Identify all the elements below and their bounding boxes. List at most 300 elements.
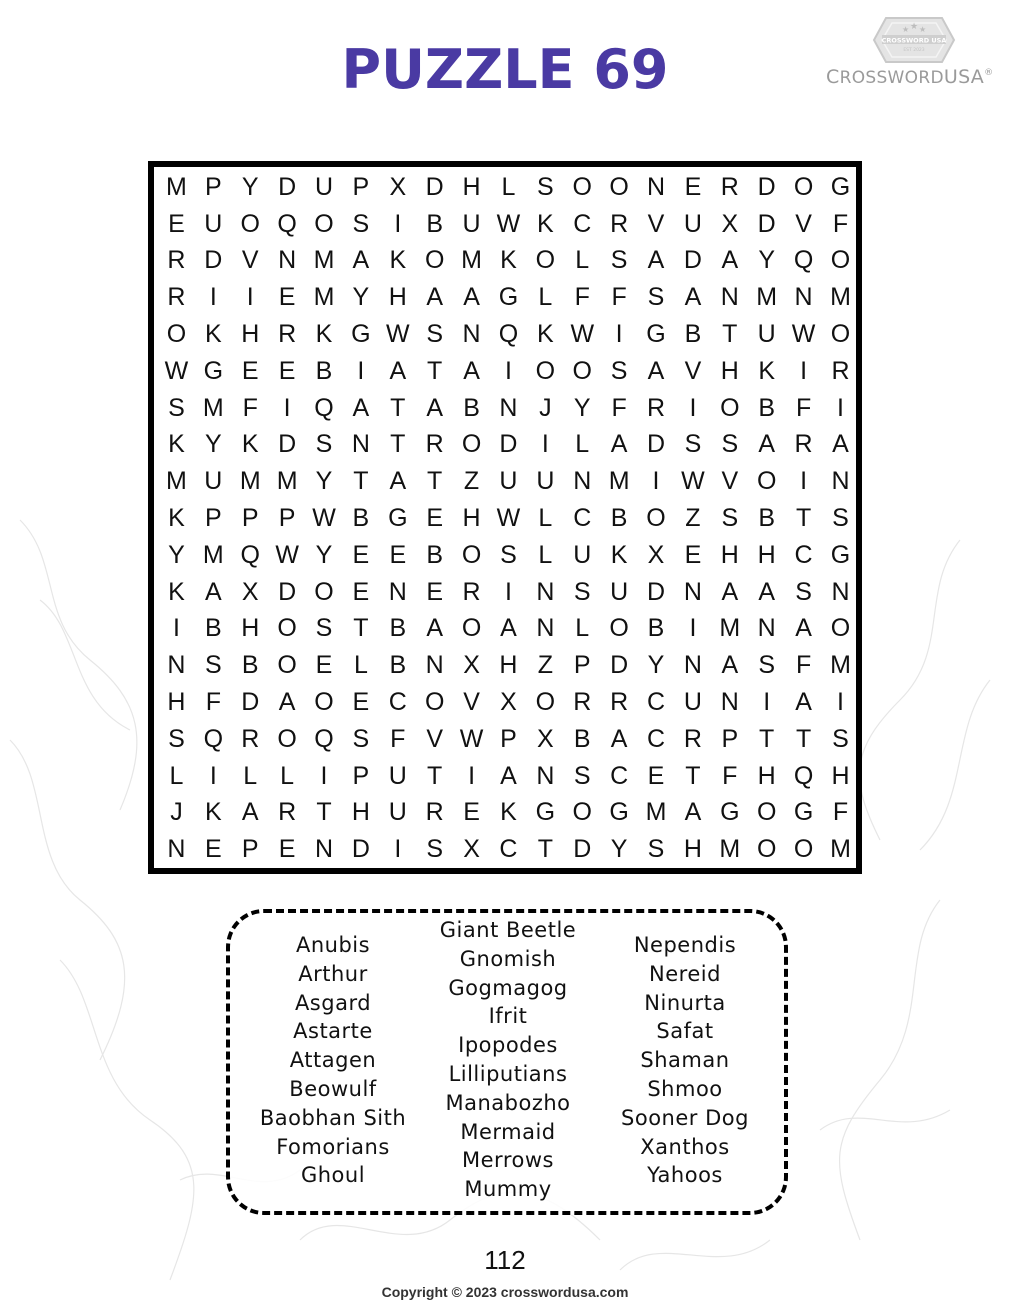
grid-cell[interactable]: M: [166, 172, 187, 201]
grid-cell[interactable]: L: [243, 761, 258, 790]
grid-cell[interactable]: M: [719, 614, 741, 643]
grid-cell[interactable]: F: [574, 283, 590, 312]
grid-cell[interactable]: G: [203, 356, 224, 385]
grid-cell[interactable]: D: [499, 430, 518, 459]
grid-cell[interactable]: K: [537, 320, 554, 349]
grid-cell[interactable]: E: [426, 504, 444, 533]
grid-cell[interactable]: G: [720, 798, 740, 827]
grid-cell[interactable]: I: [541, 430, 549, 459]
grid-cell[interactable]: J: [539, 393, 552, 422]
grid-cell[interactable]: K: [168, 430, 185, 459]
grid-cell[interactable]: S: [352, 209, 370, 238]
grid-cell[interactable]: T: [390, 430, 406, 459]
grid-cell[interactable]: S: [758, 651, 776, 680]
grid-cell[interactable]: W: [385, 320, 410, 349]
grid-cell[interactable]: J: [170, 798, 183, 827]
grid-cell[interactable]: D: [646, 577, 666, 606]
grid-cell[interactable]: P: [241, 835, 259, 864]
grid-cell[interactable]: S: [721, 430, 739, 459]
grid-cell[interactable]: R: [573, 688, 592, 717]
grid-cell[interactable]: H: [351, 798, 370, 827]
grid-cell[interactable]: K: [610, 540, 628, 569]
grid-cell[interactable]: N: [831, 467, 850, 496]
grid-cell[interactable]: C: [388, 688, 407, 717]
grid-cell[interactable]: S: [168, 724, 185, 753]
grid-cell[interactable]: N: [794, 283, 813, 312]
grid-cell[interactable]: O: [756, 835, 777, 864]
grid-cell[interactable]: I: [504, 577, 512, 606]
grid-cell[interactable]: A: [647, 356, 665, 385]
grid-cell[interactable]: D: [757, 172, 776, 201]
grid-cell[interactable]: X: [389, 172, 407, 201]
grid-cell[interactable]: L: [280, 761, 295, 790]
grid-cell[interactable]: N: [462, 320, 481, 349]
grid-cell[interactable]: W: [496, 209, 521, 238]
grid-cell[interactable]: F: [832, 209, 849, 238]
grid-cell[interactable]: O: [830, 614, 851, 643]
grid-cell[interactable]: M: [830, 651, 851, 680]
grid-cell[interactable]: S: [352, 724, 370, 753]
grid-cell[interactable]: N: [499, 393, 518, 422]
grid-cell[interactable]: A: [684, 283, 702, 312]
grid-cell[interactable]: H: [241, 320, 260, 349]
grid-cell[interactable]: U: [204, 209, 223, 238]
grid-cell[interactable]: I: [209, 761, 217, 790]
grid-cell[interactable]: S: [426, 835, 444, 864]
grid-cell[interactable]: X: [537, 724, 554, 753]
grid-cell[interactable]: B: [610, 504, 628, 533]
grid-cell[interactable]: E: [463, 798, 480, 827]
grid-cell[interactable]: H: [720, 356, 739, 385]
grid-cell[interactable]: Y: [573, 393, 591, 422]
grid-cell[interactable]: S: [647, 283, 665, 312]
grid-cell[interactable]: C: [794, 540, 813, 569]
grid-cell[interactable]: P: [278, 504, 296, 533]
grid-cell[interactable]: D: [351, 835, 370, 864]
grid-cell[interactable]: G: [388, 504, 408, 533]
grid-cell[interactable]: Z: [463, 467, 480, 496]
grid-cell[interactable]: E: [352, 688, 370, 717]
grid-cell[interactable]: N: [536, 614, 555, 643]
grid-cell[interactable]: O: [646, 504, 666, 533]
grid-cell[interactable]: H: [831, 761, 850, 790]
grid-cell[interactable]: O: [277, 651, 297, 680]
grid-cell[interactable]: G: [498, 283, 519, 312]
grid-cell[interactable]: A: [832, 430, 849, 459]
grid-cell[interactable]: G: [646, 320, 666, 349]
grid-cell[interactable]: O: [535, 356, 556, 385]
grid-cell[interactable]: I: [468, 761, 476, 790]
grid-cell[interactable]: K: [500, 246, 517, 275]
grid-cell[interactable]: G: [351, 320, 371, 349]
grid-cell[interactable]: I: [689, 614, 697, 643]
grid-cell[interactable]: E: [352, 577, 370, 606]
grid-cell[interactable]: M: [645, 798, 667, 827]
grid-cell[interactable]: O: [461, 430, 482, 459]
grid-cell[interactable]: K: [500, 798, 517, 827]
grid-cell[interactable]: O: [830, 320, 851, 349]
grid-cell[interactable]: H: [757, 540, 776, 569]
grid-cell[interactable]: B: [426, 540, 444, 569]
grid-cell[interactable]: D: [241, 688, 260, 717]
grid-cell[interactable]: O: [572, 356, 592, 385]
grid-cell[interactable]: N: [536, 761, 555, 790]
grid-cell[interactable]: U: [683, 209, 702, 238]
grid-cell[interactable]: V: [684, 356, 702, 385]
grid-cell[interactable]: M: [719, 835, 741, 864]
grid-cell[interactable]: S: [204, 651, 222, 680]
grid-cell[interactable]: Q: [277, 209, 297, 238]
grid-cell[interactable]: O: [535, 688, 556, 717]
grid-cell[interactable]: O: [756, 798, 777, 827]
grid-cell[interactable]: E: [647, 761, 665, 790]
grid-cell[interactable]: I: [800, 356, 808, 385]
grid-cell[interactable]: Y: [204, 430, 222, 459]
grid-cell[interactable]: C: [573, 209, 592, 238]
grid-cell[interactable]: H: [720, 540, 739, 569]
grid-cell[interactable]: B: [758, 393, 776, 422]
grid-cell[interactable]: X: [647, 540, 665, 569]
grid-cell[interactable]: M: [313, 246, 335, 275]
grid-cell[interactable]: A: [426, 283, 444, 312]
grid-cell[interactable]: A: [426, 614, 444, 643]
grid-cell[interactable]: A: [500, 761, 517, 790]
grid-cell[interactable]: N: [720, 688, 739, 717]
grid-cell[interactable]: U: [462, 209, 481, 238]
grid-cell[interactable]: L: [353, 651, 368, 680]
grid-cell[interactable]: N: [278, 246, 297, 275]
grid-cell[interactable]: R: [167, 246, 186, 275]
grid-cell[interactable]: S: [537, 172, 554, 201]
grid-cell[interactable]: A: [758, 577, 776, 606]
grid-cell[interactable]: V: [241, 246, 259, 275]
grid-cell[interactable]: D: [757, 209, 776, 238]
grid-cell[interactable]: O: [424, 246, 445, 275]
grid-cell[interactable]: N: [167, 651, 186, 680]
grid-cell[interactable]: L: [501, 172, 516, 201]
grid-cell[interactable]: B: [684, 320, 702, 349]
grid-cell[interactable]: O: [314, 577, 334, 606]
grid-cell[interactable]: E: [278, 835, 296, 864]
grid-cell[interactable]: E: [684, 540, 702, 569]
grid-cell[interactable]: P: [352, 761, 370, 790]
grid-cell[interactable]: B: [463, 393, 480, 422]
grid-cell[interactable]: L: [538, 540, 553, 569]
grid-cell[interactable]: R: [425, 798, 444, 827]
grid-cell[interactable]: A: [610, 724, 628, 753]
grid-cell[interactable]: E: [426, 577, 444, 606]
grid-cell[interactable]: W: [312, 504, 336, 533]
grid-cell[interactable]: S: [610, 246, 628, 275]
grid-cell[interactable]: N: [683, 577, 702, 606]
grid-cell[interactable]: K: [168, 577, 185, 606]
grid-cell[interactable]: E: [278, 356, 296, 385]
grid-cell[interactable]: I: [689, 393, 697, 422]
grid-cell[interactable]: K: [168, 504, 185, 533]
grid-cell[interactable]: O: [461, 614, 482, 643]
grid-cell[interactable]: B: [573, 724, 591, 753]
grid-cell[interactable]: A: [500, 614, 517, 643]
grid-cell[interactable]: I: [837, 688, 844, 717]
grid-cell[interactable]: C: [646, 724, 666, 753]
crosswordusa-logo[interactable]: [822, 14, 1002, 90]
grid-cell[interactable]: U: [314, 172, 334, 201]
grid-cell[interactable]: O: [166, 320, 187, 349]
grid-cell[interactable]: E: [352, 540, 370, 569]
grid-cell[interactable]: T: [427, 467, 443, 496]
grid-cell[interactable]: Z: [685, 504, 701, 533]
grid-cell[interactable]: M: [239, 467, 261, 496]
grid-cell[interactable]: F: [611, 283, 627, 312]
grid-cell[interactable]: O: [277, 614, 297, 643]
grid-cell[interactable]: V: [647, 209, 665, 238]
grid-cell[interactable]: F: [795, 393, 812, 422]
grid-cell[interactable]: U: [757, 320, 776, 349]
grid-cell[interactable]: W: [791, 320, 816, 349]
grid-cell[interactable]: Q: [314, 724, 334, 753]
grid-cell[interactable]: Q: [793, 761, 814, 790]
grid-cell[interactable]: W: [570, 320, 595, 349]
grid-cell[interactable]: A: [795, 614, 812, 643]
grid-cell[interactable]: T: [795, 504, 812, 533]
grid-cell[interactable]: A: [352, 246, 370, 275]
grid-cell[interactable]: U: [573, 540, 592, 569]
grid-cell[interactable]: T: [353, 614, 369, 643]
grid-cell[interactable]: L: [538, 283, 553, 312]
grid-cell[interactable]: P: [352, 172, 370, 201]
grid-cell[interactable]: F: [611, 393, 627, 422]
grid-cell[interactable]: N: [720, 283, 739, 312]
grid-cell[interactable]: R: [278, 798, 297, 827]
grid-cell[interactable]: S: [315, 614, 333, 643]
grid-cell[interactable]: P: [573, 651, 591, 680]
grid-cell[interactable]: B: [315, 356, 333, 385]
grid-cell[interactable]: I: [837, 393, 844, 422]
grid-cell[interactable]: E: [241, 356, 259, 385]
grid-cell[interactable]: R: [646, 393, 666, 422]
grid-cell[interactable]: Z: [537, 651, 553, 680]
grid-cell[interactable]: A: [389, 467, 407, 496]
grid-cell[interactable]: R: [278, 320, 297, 349]
grid-cell[interactable]: C: [646, 688, 666, 717]
grid-cell[interactable]: X: [463, 835, 480, 864]
grid-cell[interactable]: N: [573, 467, 592, 496]
grid-cell[interactable]: E: [168, 209, 185, 238]
grid-cell[interactable]: S: [315, 430, 333, 459]
grid-cell[interactable]: T: [353, 467, 369, 496]
grid-cell[interactable]: Y: [610, 835, 628, 864]
grid-cell[interactable]: M: [756, 283, 778, 312]
grid-cell[interactable]: Y: [315, 540, 333, 569]
grid-cell[interactable]: O: [609, 614, 629, 643]
grid-cell[interactable]: N: [757, 614, 776, 643]
grid-cell[interactable]: M: [276, 467, 298, 496]
grid-cell[interactable]: I: [357, 356, 365, 385]
grid-cell[interactable]: I: [320, 761, 328, 790]
grid-cell[interactable]: Q: [314, 393, 334, 422]
grid-cell[interactable]: N: [351, 430, 370, 459]
grid-cell[interactable]: T: [390, 393, 406, 422]
grid-cell[interactable]: X: [721, 209, 739, 238]
grid-cell[interactable]: Y: [352, 283, 370, 312]
grid-cell[interactable]: Y: [647, 651, 665, 680]
grid-cell[interactable]: D: [610, 651, 629, 680]
grid-cell[interactable]: T: [759, 724, 775, 753]
grid-cell[interactable]: T: [537, 835, 553, 864]
grid-cell[interactable]: W: [459, 724, 484, 753]
grid-cell[interactable]: M: [461, 246, 482, 275]
grid-cell[interactable]: Q: [498, 320, 519, 349]
grid-cell[interactable]: I: [172, 614, 180, 643]
grid-cell[interactable]: T: [795, 724, 812, 753]
grid-cell[interactable]: G: [609, 798, 629, 827]
grid-cell[interactable]: P: [500, 724, 517, 753]
grid-cell[interactable]: F: [832, 798, 849, 827]
grid-cell[interactable]: O: [277, 724, 297, 753]
grid-cell[interactable]: W: [164, 356, 189, 385]
grid-cell[interactable]: P: [204, 172, 222, 201]
grid-cell[interactable]: B: [426, 209, 444, 238]
grid-cell[interactable]: O: [572, 172, 592, 201]
grid-cell[interactable]: M: [166, 467, 187, 496]
grid-cell[interactable]: B: [647, 614, 665, 643]
grid-cell[interactable]: U: [499, 467, 518, 496]
word-search-grid[interactable]: [158, 169, 859, 868]
grid-cell[interactable]: G: [793, 798, 814, 827]
grid-cell[interactable]: N: [683, 651, 702, 680]
grid-cell[interactable]: O: [424, 688, 445, 717]
grid-cell[interactable]: E: [684, 172, 702, 201]
grid-cell[interactable]: N: [314, 835, 334, 864]
grid-cell[interactable]: I: [394, 835, 402, 864]
grid-cell[interactable]: T: [427, 356, 443, 385]
grid-cell[interactable]: A: [426, 393, 444, 422]
grid-cell[interactable]: N: [646, 172, 666, 201]
grid-cell[interactable]: U: [388, 761, 407, 790]
grid-cell[interactable]: Y: [315, 467, 333, 496]
grid-cell[interactable]: A: [721, 246, 739, 275]
grid-cell[interactable]: U: [388, 798, 407, 827]
grid-cell[interactable]: B: [389, 651, 407, 680]
grid-cell[interactable]: W: [496, 504, 521, 533]
grid-cell[interactable]: L: [575, 430, 590, 459]
grid-cell[interactable]: K: [204, 798, 222, 827]
grid-cell[interactable]: L: [538, 504, 553, 533]
grid-cell[interactable]: V: [426, 724, 444, 753]
grid-cell[interactable]: U: [683, 688, 702, 717]
grid-cell[interactable]: S: [721, 504, 739, 533]
grid-cell[interactable]: A: [758, 430, 776, 459]
grid-cell[interactable]: C: [573, 504, 592, 533]
grid-cell[interactable]: G: [830, 172, 851, 201]
grid-cell[interactable]: T: [427, 761, 443, 790]
grid-cell[interactable]: D: [204, 246, 223, 275]
grid-cell[interactable]: Q: [240, 540, 260, 569]
grid-cell[interactable]: W: [275, 540, 299, 569]
grid-cell[interactable]: N: [388, 577, 407, 606]
grid-cell[interactable]: S: [573, 761, 591, 790]
grid-cell[interactable]: I: [800, 467, 808, 496]
grid-cell[interactable]: R: [610, 209, 629, 238]
grid-cell[interactable]: R: [720, 172, 739, 201]
grid-cell[interactable]: U: [536, 467, 555, 496]
grid-cell[interactable]: O: [461, 540, 482, 569]
grid-cell[interactable]: D: [425, 172, 444, 201]
grid-cell[interactable]: T: [685, 761, 701, 790]
grid-cell[interactable]: E: [389, 540, 407, 569]
grid-cell[interactable]: S: [168, 393, 185, 422]
grid-cell[interactable]: E: [315, 651, 333, 680]
grid-cell[interactable]: H: [167, 688, 186, 717]
grid-cell[interactable]: M: [830, 283, 851, 312]
grid-cell[interactable]: I: [763, 688, 771, 717]
grid-cell[interactable]: Q: [203, 724, 224, 753]
grid-cell[interactable]: F: [390, 724, 406, 753]
grid-cell[interactable]: A: [352, 393, 370, 422]
grid-cell[interactable]: R: [794, 430, 813, 459]
grid-cell[interactable]: N: [536, 577, 555, 606]
grid-cell[interactable]: R: [683, 724, 702, 753]
grid-cell[interactable]: X: [500, 688, 517, 717]
grid-cell[interactable]: V: [463, 688, 480, 717]
grid-cell[interactable]: K: [758, 356, 776, 385]
grid-cell[interactable]: I: [283, 393, 291, 422]
grid-cell[interactable]: P: [721, 724, 739, 753]
grid-cell[interactable]: U: [610, 577, 629, 606]
grid-cell[interactable]: B: [758, 504, 776, 533]
grid-cell[interactable]: K: [204, 320, 222, 349]
grid-cell[interactable]: C: [499, 835, 518, 864]
grid-cell[interactable]: I: [246, 283, 254, 312]
grid-cell[interactable]: M: [202, 393, 224, 422]
grid-cell[interactable]: W: [681, 467, 705, 496]
grid-cell[interactable]: H: [388, 283, 407, 312]
grid-cell[interactable]: S: [832, 724, 849, 753]
grid-cell[interactable]: H: [462, 172, 481, 201]
grid-cell[interactable]: A: [721, 651, 739, 680]
grid-cell[interactable]: O: [793, 172, 814, 201]
grid-cell[interactable]: M: [608, 467, 630, 496]
grid-cell[interactable]: E: [204, 835, 222, 864]
grid-cell[interactable]: A: [684, 798, 702, 827]
grid-cell[interactable]: O: [756, 467, 777, 496]
grid-cell[interactable]: D: [683, 246, 702, 275]
grid-cell[interactable]: R: [425, 430, 444, 459]
grid-cell[interactable]: G: [535, 798, 556, 827]
grid-cell[interactable]: B: [389, 614, 407, 643]
grid-cell[interactable]: A: [278, 688, 296, 717]
grid-cell[interactable]: K: [537, 209, 554, 238]
grid-cell[interactable]: M: [313, 283, 335, 312]
grid-cell[interactable]: F: [722, 761, 738, 790]
grid-cell[interactable]: O: [830, 246, 851, 275]
grid-cell[interactable]: A: [647, 246, 665, 275]
grid-cell[interactable]: F: [205, 688, 221, 717]
grid-cell[interactable]: K: [315, 320, 333, 349]
grid-cell[interactable]: R: [167, 283, 186, 312]
grid-cell[interactable]: L: [575, 614, 590, 643]
grid-cell[interactable]: H: [462, 504, 481, 533]
grid-cell[interactable]: A: [389, 356, 407, 385]
grid-cell[interactable]: R: [462, 577, 481, 606]
grid-cell[interactable]: O: [535, 246, 556, 275]
grid-cell[interactable]: D: [646, 430, 666, 459]
grid-cell[interactable]: A: [204, 577, 222, 606]
grid-cell[interactable]: D: [278, 430, 297, 459]
grid-cell[interactable]: I: [394, 209, 402, 238]
grid-cell[interactable]: A: [463, 283, 480, 312]
grid-cell[interactable]: O: [314, 209, 334, 238]
